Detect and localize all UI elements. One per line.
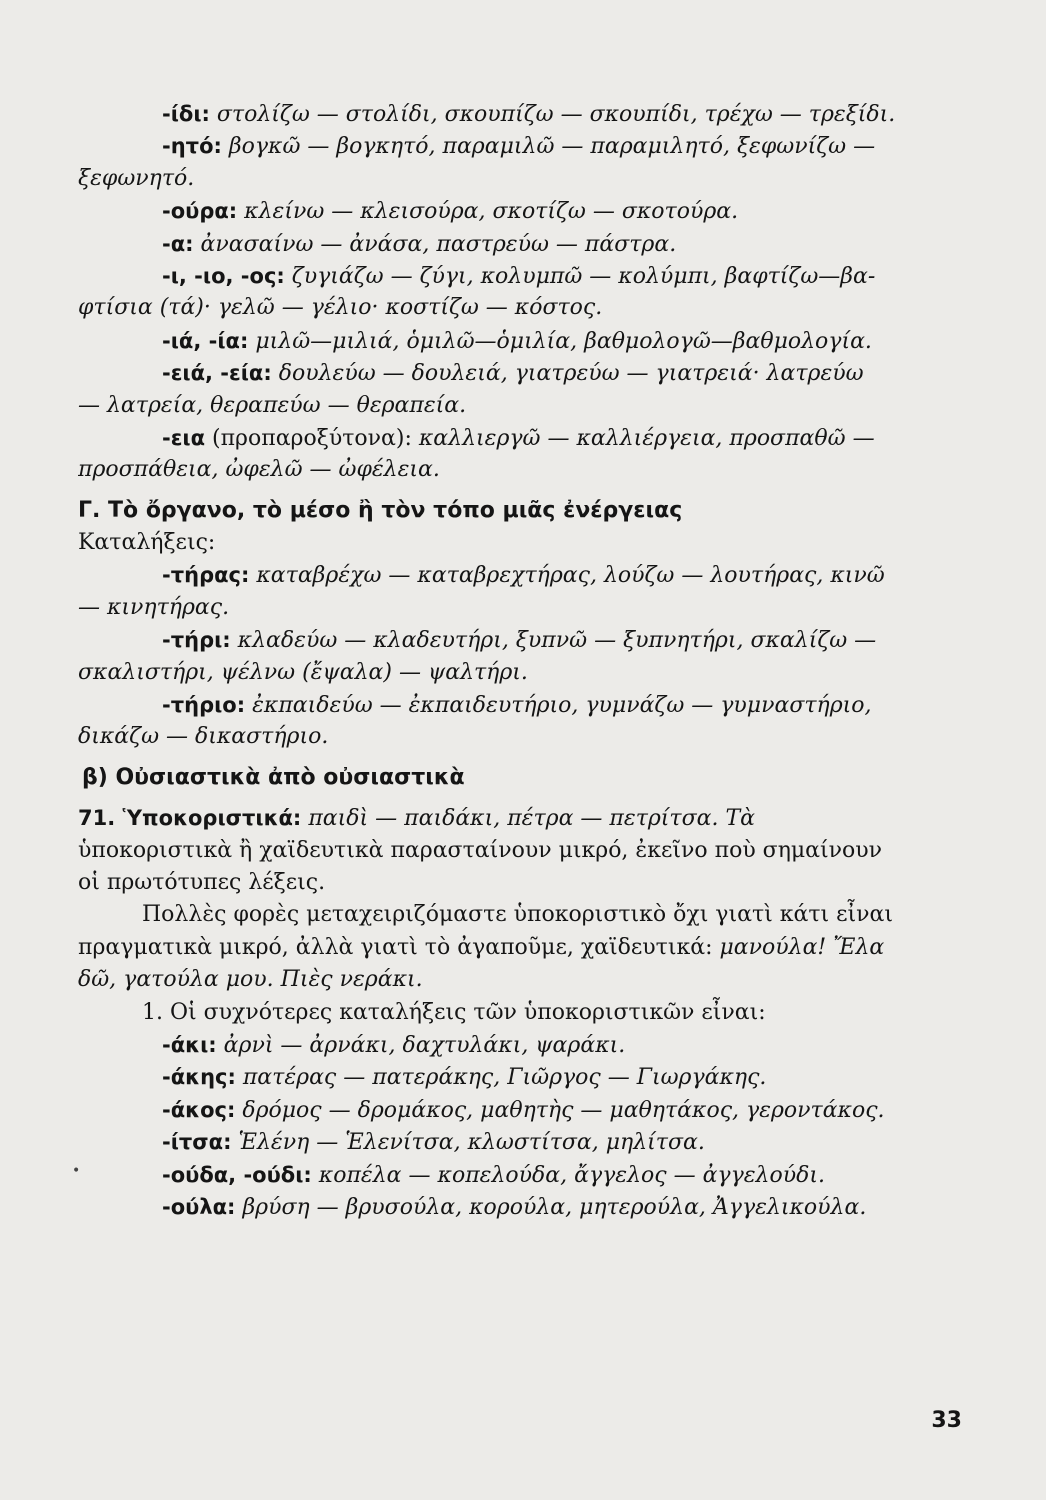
- section-g-subtitle: Καταλήξεις:: [78, 530, 216, 556]
- text-line: [78, 559, 944, 591]
- example-words: βογκῶ — βογκητό, παραμιλῶ — παραμιλητό, ξεφωνίζω —: [221, 134, 876, 160]
- example-words: δουλεύω — δουλειά, γιατρεύω — γιατρειά· λατρεύω: [271, 361, 864, 387]
- page-body: [78, 98, 944, 1223]
- example-words: σκαλιστήρι, ψέλνω (ἔψαλα) — ψαλτήρι.: [78, 659, 528, 685]
- text-line: [78, 292, 944, 324]
- suffix-label: -τήρι:: [162, 628, 231, 653]
- paragraph-polles-text: πραγματικὰ μικρό, ἀλλὰ γιατὶ τὸ ἀγαποῦμε, χαϊδευτικά:: [78, 934, 720, 960]
- section-b-heading: β) Οὐσιαστικὰ ἀπὸ οὐσιαστικὰ: [82, 764, 465, 790]
- text-line: [78, 624, 944, 656]
- text-line: [78, 260, 944, 292]
- suffix-label: -ητό:: [162, 134, 222, 159]
- paragraph-polles-line-3: δῶ, γατούλα μου. Πιὲς νεράκι.: [78, 967, 423, 993]
- text-line: [78, 454, 944, 486]
- example-words: δρόμος — δρομάκος, μαθητὴς — μαθητάκος, γεροντάκος.: [235, 1097, 885, 1123]
- suffix-list-diminutives: [78, 1029, 944, 1223]
- item-1-heading: 1. Οἱ συχνότερες καταλήξεις τῶν ὑποκοριστικῶν εἶναι:: [142, 999, 766, 1025]
- suffix-note: (προπαροξύτονα):: [205, 425, 412, 451]
- example-words: στολίζω — στολίδι, σκουπίζω — σκουπίδι, τρέχω — τρεξίδι.: [209, 102, 896, 127]
- suffix-label: -ούρα:: [162, 199, 238, 224]
- page-number: 33: [931, 1408, 962, 1433]
- suffix-label: -ι, -ιο, -ος:: [162, 263, 285, 288]
- example-words: προσπάθεια, ὠφελῶ — ὠφέλεια.: [78, 457, 440, 483]
- paragraph-polles-line-1: Πολλὲς φορὲς μεταχειριζόμαστε ὑποκοριστικὸ ὄχι γιατὶ κάτι εἶναι: [142, 902, 894, 928]
- text-line: [78, 98, 944, 130]
- example-words: βρύση — βρυσούλα, κορούλα, μητερούλα, Ἀγγελικούλα.: [235, 1194, 867, 1220]
- text-line: [78, 163, 944, 195]
- suffix-label: -τήρας:: [162, 563, 250, 588]
- paragraph-71-line-3: οἱ πρωτότυπες λέξεις.: [78, 869, 326, 895]
- text-line: [78, 228, 944, 260]
- text-line: [78, 1061, 944, 1093]
- example-words: φτίσια (τά)· γελῶ — γέλιο· κοστίζω — κόστος.: [78, 295, 603, 321]
- suffix-label: -άκι:: [162, 1032, 217, 1057]
- suffix-label: -ούλα:: [162, 1194, 236, 1219]
- paragraph-polles-example: μανούλα! Ἔλα: [719, 934, 885, 960]
- paragraph-71-line-2: ὑποκοριστικὰ ἢ χαϊδευτικὰ παρασταίνουν μικρό, ἐκεῖνο ποὺ σημαίνουν: [78, 837, 883, 863]
- text-line: [78, 592, 944, 624]
- paragraph-71-number: 71. Ὑποκοριστικά:: [78, 806, 302, 831]
- suffix-list-actions: [78, 98, 944, 487]
- text-line: [78, 422, 944, 454]
- text-line: [78, 1191, 944, 1223]
- text-line: [78, 1126, 944, 1158]
- example-words: μιλῶ—μιλιά, ὁμιλῶ—ὁμιλία, βαθμολογῶ—βαθμολογία.: [248, 328, 872, 354]
- text-line: [78, 1159, 944, 1191]
- paragraph-71-line-1: [78, 802, 944, 834]
- example-words: δικάζω — δικαστήριο.: [78, 724, 329, 750]
- example-words: ἀρνὶ — ἀρνάκι, δαχτυλάκι, ψαράκι.: [216, 1032, 626, 1058]
- example-words: — κινητήρας.: [78, 594, 230, 620]
- example-words: καταβρέχω — καταβρεχτήρας, λούζω — λουτήρας, κινῶ: [249, 563, 885, 589]
- example-words: κλείνω — κλεισούρα, σκοτίζω — σκοτούρα.: [237, 199, 739, 225]
- text-line: [78, 689, 944, 721]
- suffix-label: -άκος:: [162, 1097, 236, 1122]
- suffix-label: -ούδα, -ούδι:: [162, 1162, 312, 1187]
- suffix-label: -ειά, -εία:: [162, 361, 272, 386]
- example-words: — λατρεία, θεραπεύω — θεραπεία.: [78, 392, 467, 418]
- example-words: ξεφωνητό.: [78, 165, 195, 191]
- text-line: [78, 390, 944, 422]
- text-line: [78, 325, 944, 357]
- text-line: [78, 1094, 944, 1126]
- example-words: κοπέλα — κοπελούδα, ἄγγελος — ἀγγελούδι.: [311, 1162, 825, 1188]
- paragraph-polles-line-2: [78, 932, 944, 964]
- text-line: [78, 657, 944, 689]
- example-words: πατέρας — πατεράκης, Γιῶργος — Γιωργάκης.: [235, 1065, 767, 1091]
- text-line: [78, 1029, 944, 1061]
- text-line: [78, 195, 944, 227]
- section-g-heading: Γ. Τὸ ὄργανο, τὸ μέσο ἢ τὸν τόπο μιᾶς ἐνέργειας: [78, 497, 683, 523]
- suffix-label: -εια: [162, 425, 206, 450]
- example-words: κλαδεύω — κλαδευτήρι, ξυπνῶ — ξυπνητήρι, σκαλίζω —: [230, 628, 877, 654]
- example-words: ἀνασαίνω — ἀνάσα, παστρεύω — πάστρα.: [193, 231, 677, 257]
- example-words: ἐκπαιδεύω — ἐκπαιδευτήριο, γυμνάζω — γυμναστήριο,: [245, 693, 872, 719]
- suffix-label: -ίδι:: [162, 102, 210, 126]
- suffix-label: -ιά, -ία:: [162, 328, 249, 353]
- example-words: Ἑλένη — Ἑλενίτσα, κλωστίτσα, μηλίτσα.: [231, 1130, 705, 1156]
- suffix-label: -τήριο:: [162, 693, 246, 718]
- suffix-label: -α:: [162, 231, 194, 256]
- paragraph-71-examples: παιδὶ — παιδάκι, πέτρα — πετρίτσα. Τὰ: [301, 806, 755, 832]
- example-words: ζυγιάζω — ζύγι, κολυμπῶ — κολύμπι, βαφτίζω—βα-: [284, 263, 876, 289]
- suffix-label: -άκης:: [162, 1065, 236, 1090]
- example-words: καλλιεργῶ — καλλιέργεια, προσπαθῶ —: [411, 425, 875, 451]
- suffix-label: -ίτσα:: [162, 1130, 232, 1155]
- suffix-list-tools: [78, 559, 944, 753]
- text-line: [78, 721, 944, 753]
- text-line: [78, 357, 944, 389]
- margin-mark: •: [72, 1163, 81, 1179]
- text-line: [78, 130, 944, 162]
